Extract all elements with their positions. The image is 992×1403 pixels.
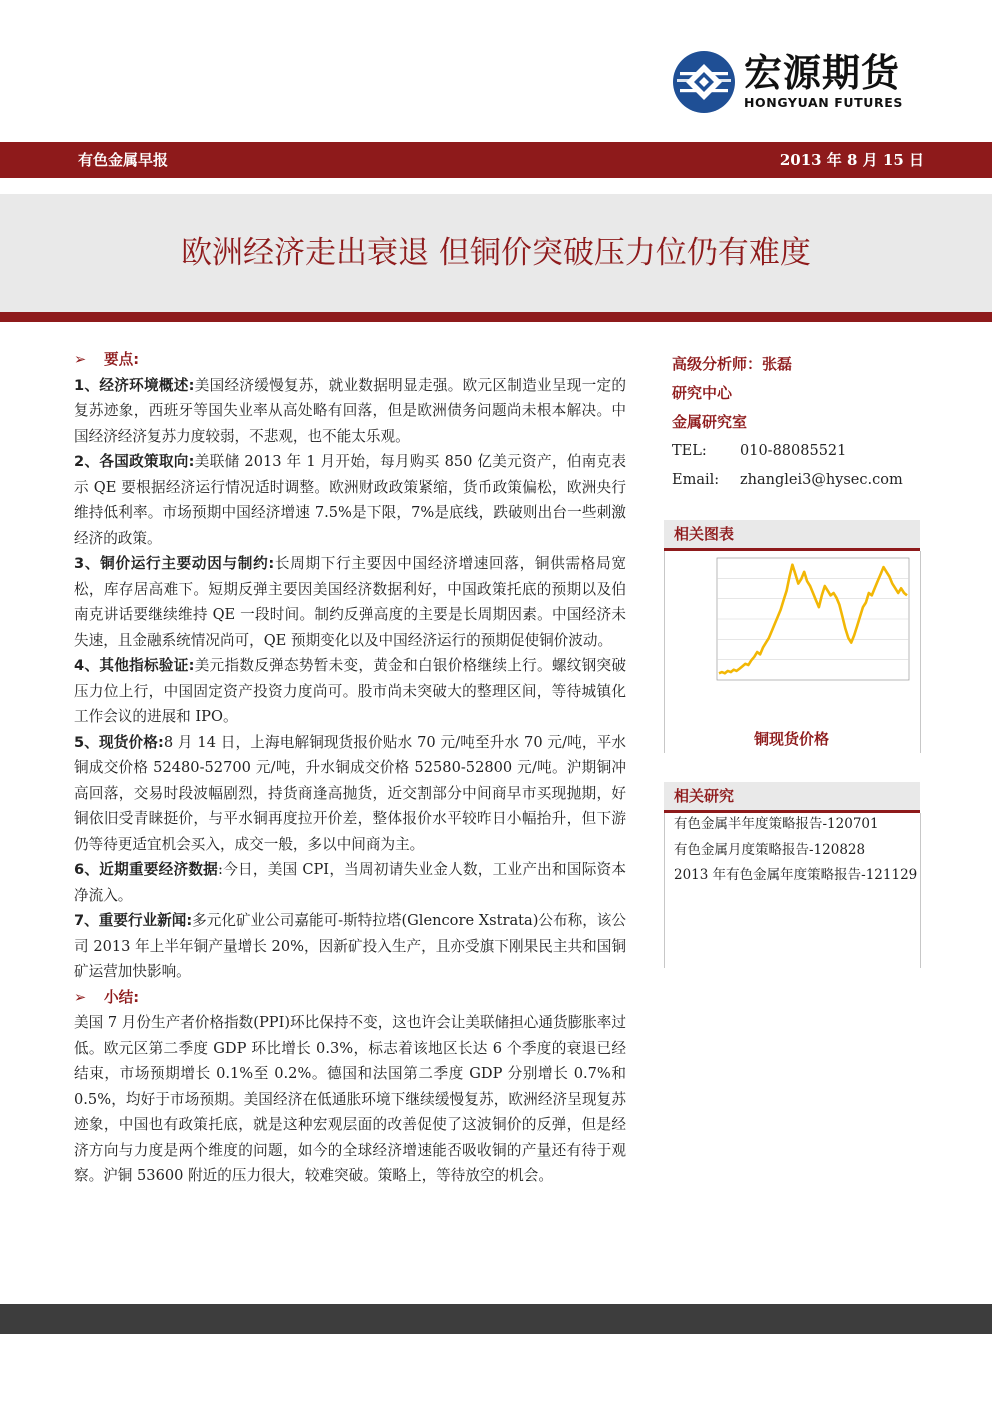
research-link[interactable]: 有色金属月度策略报告-120828: [674, 841, 866, 858]
analyst-name: 高级分析师：张磊: [672, 355, 793, 373]
item-label: 1、经济环境概述:: [74, 376, 195, 394]
research-section-heading: 相关研究: [664, 782, 920, 813]
brand-name-cn: 宏源期货: [744, 51, 901, 95]
report-title: 欧洲经济走出衰退 但铜价突破压力位仍有难度: [181, 235, 811, 271]
research-list: [674, 812, 920, 889]
item-text: 多元化矿业公司嘉能可-斯特拉塔(Glencore Xstrata)公布称，该公司 2013 年上半年铜产量增长 20%，因新矿投入生产，且亦受旗下刚果民主共和国铜矿运营加快影响。: [74, 912, 626, 980]
list-item: [74, 653, 626, 730]
key-points-heading: ➢ 要点:: [74, 347, 626, 373]
department: 研究中心: [672, 384, 733, 402]
copper-price-chart: [677, 552, 915, 718]
title-divider: [0, 312, 992, 322]
arrow-bullet-icon: ➢: [74, 351, 87, 368]
email-label: Email:: [672, 472, 720, 488]
list-item: [74, 857, 626, 908]
chart-caption: 铜现货价格: [753, 730, 829, 748]
summary-text: 美国 7 月份生产者价格指数(PPI)环比保持不变，这也许会让美联储担心通货膨胀率过低。欧元区第二季度 GDP 环比增长 0.3%，标志着该地区长达 6 个季度的衰退已经结束，市场预期增长 0.1%至 0.2%。德国和法国第二季度 GDP 分别增长 0.7%和 0.5%，均好于市场预期。美国经济在低通胀环境下继续缓慢复苏，欧洲经济呈现复苏迹象，中国也有政策托底，就是这种宏观层面的改善促使了这波铜价的反弹，但是经济方向与力度是两个维度的问题，如今的全球经济增速能否吸收铜的产量还有待于观察。沪铜 53600 附近的压力很大，较难突破。策略上，等待放空的机会。: [74, 1014, 626, 1184]
sub-department: 金属研究室: [672, 413, 748, 431]
research-link[interactable]: 2013 年有色金属年度策略报告-121129: [674, 867, 918, 883]
tel-label: TEL:: [672, 443, 707, 459]
item-text: 美元指数反弹态势暂未变，黄金和白银价格继续上行。螺纹钢突破压力位上行，中国固定资产投资力度尚可。股市尚未突破大的整理区间，等待城镇化工作会议的进展和 IPO。: [74, 657, 626, 725]
summary-heading: ➢ 小结:: [74, 985, 626, 1011]
chart-section-heading: 相关图表: [664, 520, 920, 551]
analyst-block: [672, 350, 920, 437]
item-label: 4、其他指标验证:: [74, 657, 195, 674]
research-link[interactable]: 有色金属半年度策略报告-120701: [674, 816, 879, 832]
list-item: [74, 373, 626, 450]
list-item: [74, 908, 626, 985]
item-label: 3、铜价运行主要动因与制约:: [74, 555, 275, 572]
item-text: 美联储 2013 年 1 月开始，每月购买 850 亿美元资产，伯南克表示 QE 要根据经济运行情况适时调整。欧洲财政政策紧缩，货币政策偏松，欧洲央行维持低利率。市场预期中国经济增速 7.5%是下限，7%是底线，跌破则出台一些刺激经济的政策。: [74, 453, 626, 547]
company-logo: [672, 50, 922, 116]
item-label: 5、现货价格:: [74, 733, 164, 751]
brand-name-en: HONGYUAN FUTURES: [744, 95, 903, 110]
list-item: [74, 449, 626, 551]
contact-block: [672, 437, 932, 495]
item-text: 8 月 14 日，上海电解铜现货报价贴水 70 元/吨至升水 70 元/吨，平水铜成交价格 52480-52700 元/吨，升水铜成交价格 52580-52800 元/吨。沪期铜冲高回落，交易时段波幅剧烈，持货商逢高抛货，近交割部分中间商早市买现抛期，好铜依旧受青睐挺价，与平水铜再度拉开价差，整体报价水平较昨日小幅抬升，但下游仍等待更适宜机会买入，成交一般，多以中间商为主。: [74, 733, 626, 853]
tel-value: 010-88085521: [740, 443, 847, 459]
tel-row: [672, 437, 932, 466]
item-text: 美国经济缓慢复苏，就业数据明显走强。欧元区制造业呈现一定的复苏迹象，西班牙等国失业率从高处略有回落，但是欧洲债务问题尚未根本解决。中国经济经济复苏力度较弱，不悲观，也不能太乐观。: [74, 376, 626, 445]
report-type: 有色金属早报: [78, 151, 169, 169]
list-item: [74, 730, 626, 858]
item-label: 7、重要行业新闻:: [74, 912, 193, 929]
list-item: [74, 551, 626, 653]
item-text: :今日，美国 CPI，当周初请失业金人数，工业产出和国际资本净流入。: [74, 861, 627, 904]
item-label: 2、各国政策取向:: [74, 453, 195, 470]
arrow-bullet-icon: ➢: [74, 988, 87, 1006]
hongyuan-logo-icon: [672, 50, 736, 114]
footer-band: [0, 1304, 992, 1334]
report-date: 2013 年 8 月 15 日: [779, 151, 924, 169]
email-value[interactable]: zhanglei3@hysec.com: [740, 472, 903, 488]
main-content: [74, 347, 626, 1189]
email-row: [672, 466, 932, 495]
item-text: 长周期下行主要因中国经济增速回落，铜供需格局宽松，库存居高难下。短期反弹主要因美国经济数据利好，中国政策托底的预期以及伯南克讲话要继续维持 QE 一段时间。制约反弹高度的主要是长周期因素。中国经济未失速，且金融系统情况尚可，QE 预期变化以及中国经济运行的预期促使铜价波动。: [74, 555, 626, 649]
item-label: 6、近期重要经济数据: [74, 861, 219, 878]
